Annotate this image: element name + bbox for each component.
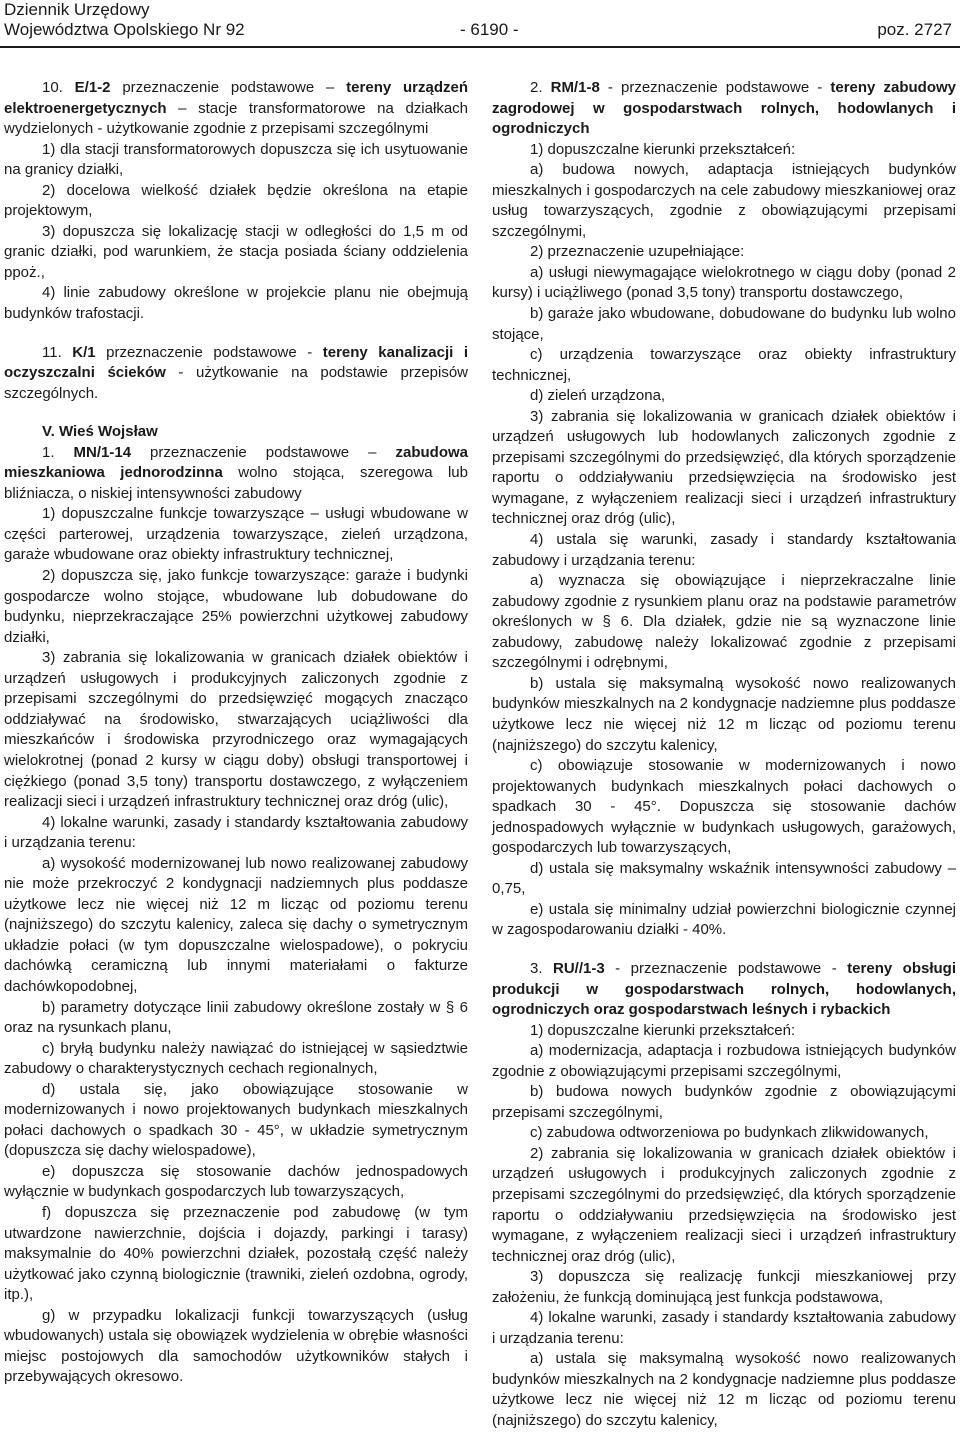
paragraph: g) w przypadku lokalizacji funkcji towarzyszących (usług wbudowanych) ustala się obowiązek wydzielenia w obrębie własności miejsc postojowych dla samochodów użytkowników stałych i przebywających okresowo. — [4, 1306, 468, 1386]
paragraph: c) urządzenia towarzyszące oraz obiekty infrastruktury technicznej, — [492, 346, 956, 384]
paragraph: a) wyznacza się obowiązujące i nieprzekraczalne linie zabudowy zgodnie z rysunkiem planu oraz na podstawie parametrów określonych w § 6. Dla działek, gdzie nie są wyznaczone linie zabudowy, zabudowę należy lokalizować zgodnie z przepisami szczególnymi i odrębnymi, — [492, 572, 956, 672]
paragraph-11-intro: 11. K/1 przeznaczenie podstawowe - tereny kanalizacji i oczyszczalni ścieków - użytkowanie na podstawie przepisów szczególnych. — [4, 343, 469, 402]
header-rule — [0, 46, 960, 48]
paragraph: c) zabudowa odtworzeniowa po budynkach zlikwidowanych, — [530, 1124, 929, 1142]
journal-title: Dziennik Urzędowy — [4, 0, 150, 19]
paragraph: f) dopuszcza się przeznaczenie pod zabudowę (w tym utwardzone nawierzchnie, dojścia i dojazdy, parkingi i tarasy) maksymalnie do 40% powierzchni działek, pozostałą część należy użytkować jako czynną biologicznie (trawniki, zieleń ozdobna, ogrody, itp.), — [4, 1203, 468, 1304]
item-number: 1. — [42, 443, 74, 461]
paragraph: 3) dopuszcza się lokalizację stacji w odległości do 1,5 m od granic działki, pod warunkiem, że stacja posiada ściany oddzielenia ppoż., — [4, 222, 468, 281]
zone-symbol: RM/1-8 — [550, 79, 600, 96]
paragraph: 2) przeznaczenie uzupełniające: — [530, 243, 745, 261]
paragraph: b) budowa nowych budynków zgodnie z obowiązującymi przepisami szczególnymi, — [492, 1083, 956, 1121]
item-number: 10. — [42, 79, 75, 96]
paragraph: a) budowa nowych, adaptacja istniejących budynków mieszkalnych i gospodarczych na cele zabudowy mieszkaniowej oraz usług towarzyszących, zgodnie z obowiązującymi przepisami szczególnymi, — [492, 161, 956, 240]
paragraph: a) wysokość modernizowanej lub nowo realizowanej zabudowy nie może przekroczyć 2 kondygnacji nadziemnych plus poddasze użytkowe lecz nie więcej niż 12 m licząc od poziomu terenu (najniższego) do szczytu kalenicy, zaleca się dachy o symetrycznym układzie połaci (w tym dopuszczalne wielospadowe), o pokryciu dachówką ceramiczną lub innymi materiałami o fakturze dachówkopodobnej, — [4, 854, 468, 995]
paragraph-3-intro: 3. RU//1-3 - przeznaczenie podstawowe - tereny obsługi produkcji w gospodarstwach rolnych, hodowlanych, ogrodniczych oraz gospodarstwach leśnych i rybackich — [492, 959, 956, 1019]
paragraph: 1) dopuszczalne kierunki przekształceń: — [530, 1021, 796, 1039]
paragraph: 4) lokalne warunki, zasady i standardy kształtowania zabudowy i urządzania terenu: — [492, 1309, 956, 1347]
paragraph: 2) docelowa wielkość działek będzie określona na etapie projektowym, — [4, 181, 468, 220]
item-number: 11. — [42, 343, 73, 361]
right-column — [492, 78, 956, 1432]
page-number: - 6190 - — [460, 20, 519, 39]
paragraph: 1) dopuszczalne kierunki przekształceń: — [530, 140, 796, 158]
zone-symbol: MN/1-14 — [73, 443, 132, 461]
paragraph: 3) zabrania się lokalizowania w granicach działek obiektów i urządzeń usługowych i produkcyjnych zaliczonych zgodnie z przepisami szczególnymi do przedsięwzięć mogących znacząco oddziaływać na środowisko, stwarzających uciążliwości dla mieszkańców i środowiska przyrodniczego oraz wymagających wielokrotnej (ponad 2 kursy w ciągu doby) obsługi transportowej i ciężkiego (ponad 3,5 tony) transportu dostawczego, z wyłączeniem realizacji sieci i urządzeń infrastruktury technicznej oraz dróg (ulic), — [4, 649, 468, 811]
zone-symbol: RU//1-3 — [553, 959, 605, 977]
zone-name: tereny zabudowy zagrodowej w gospodarstwach rolnych, hodowlanych i ogrodniczych — [492, 79, 956, 138]
left-column — [4, 78, 468, 1388]
paragraph: b) parametry dotyczące linii zabudowy określone zostały w § 6 oraz na rysunkach planu, — [4, 998, 468, 1037]
zone-name: tereny obsługi produkcji w gospodarstwach rolnych, hodowlanych, ogrodniczych oraz gospodarstwach leśnych i rybackich — [492, 959, 956, 1019]
item-number: 3. — [530, 959, 553, 977]
paragraph: a) ustala się maksymalną wysokość nowo realizowanych budynków mieszkalnych na 2 kondygnacje nadziemne plus poddasze użytkowe lecz nie więcej niż 12 m licząc od poziomu terenu (najniższego) do szczytu kalenicy, — [492, 1350, 956, 1429]
paragraph: a) modernizacja, adaptacja i rozbudowa istniejących budynków zgodnie z obowiązującymi przepisami szczególnymi, — [492, 1042, 956, 1080]
paragraph: 2) dopuszcza się, jako funkcje towarzyszące: garaże i budynki gospodarcze wolno stojące, wbudowane lub dobudowane do budynku, nieprzekraczające 25% powierzchni użytkowej zabudowy działki, — [4, 567, 468, 646]
paragraph: d) zieleń urządzona, — [530, 387, 666, 405]
paragraph: 4) linie zabudowy określone w projekcie planu nie obejmują budynków trafostacji. — [4, 284, 468, 323]
paragraph: b) ustala się maksymalną wysokość nowo realizowanych budynków mieszkalnych na 2 kondygnacje nadziemne plus poddasze użytkowe lecz nie więcej niż 12 m licząc od poziomu terenu (najniższego) do szczytu kalenicy, — [492, 674, 956, 754]
paragraph-10-intro: 10. E/1-2 przeznaczenie podstawowe – tereny urządzeń elektroenergetycznych – stacje transformatorowe na działkach wydzielonych - użytkowanie zgodnie z przepisami szczególnymi — [4, 79, 469, 138]
paragraph: 2) zabrania się lokalizowania w granicach działek obiektów i urządzeń usługowych i produkcyjnych zaliczonych zgodnie z przepisami szczególnymi do przedsięwzięć, dla których sporządzenie raportu o oddziaływaniu przedsięwzięcia na środowisko jest wymagane, z wyłączeniem realizacji sieci i urządzeń infrastruktury technicznej oraz dróg (ulic), — [492, 1144, 956, 1265]
page-header — [0, 0, 960, 48]
paragraph: d) ustala się, jako obowiązujące stosowanie w modernizowanych i nowo projektowanych budynkach mieszkalnych połaci dachowych o spadkach 30 - 45°, w układzie symetrycznym (dopuszcza się dachy wielospadowe), — [4, 1080, 468, 1160]
paragraph: c) bryłą budynku należy nawiązać do istniejącej w sąsiedztwie zabudowy o charakterystycznych cechach regionalnych, — [4, 1039, 468, 1078]
paragraph: 3) zabrania się lokalizowania w granicach działek obiektów i urządzeń usługowych lub hodowlanych zaliczonych zgodnie z przepisami szczególnymi do przedsięwzięć, dla których sporządzenie raportu o oddziaływaniu przedsięwzięcia na środowisko jest wymagane, z wyłączeniem realizacji sieci i urządzeń infrastruktury technicznej oraz dróg (ulic), — [492, 407, 956, 528]
journal-province: Województwa Opolskiego Nr 92 — [4, 20, 245, 39]
paragraph: e) ustala się minimalny udział powierzchni biologicznie czynnej w zagospodarowaniu działki - 40%. — [492, 900, 956, 939]
zone-symbol: E/1-2 — [74, 79, 111, 96]
item-number: 2. — [530, 79, 551, 96]
paragraph: 4) lokalne warunki, zasady i standardy kształtowania zabudowy i urządzania terenu: — [4, 813, 468, 852]
position-number: poz. 2727 — [877, 20, 952, 39]
paragraph-2-intro: 2. RM/1-8 - przeznaczenie podstawowe - tereny zabudowy zagrodowej w gospodarstwach rolnych, hodowlanych i ogrodniczych — [492, 79, 956, 138]
paragraph: d) ustala się maksymalny wskaźnik intensywności zabudowy – 0,75, — [492, 859, 956, 898]
paragraph: 1) dopuszczalne funkcje towarzyszące – usługi wbudowane w części parterowej, urządzenia towarzyszące, zieleń urządzona, garaże wbudowane oraz obiekty infrastruktury technicznej, — [4, 505, 468, 564]
paragraph: b) garaże jako wbudowane, dobudowane do budynku lub wolno stojące, — [492, 305, 956, 343]
zone-symbol: K/1 — [72, 343, 96, 361]
paragraph-1-intro: 1. MN/1-14 przeznaczenie podstawowe – zabudowa mieszkaniowa jednorodzinna wolno stojąca, szeregowa lub bliźniacza, o niskiej intensywności zabudowy — [4, 443, 468, 502]
paragraph: 4) ustala się warunki, zasady i standardy kształtowania zabudowy i urządzania terenu: — [492, 531, 956, 569]
paragraph: a) usługi niewymagające wielokrotnego w ciągu doby (ponad 2 kursy) i uciążliwego (ponad 3,5 tony) transportu dostawczego, — [492, 263, 956, 302]
zone-name: tereny urządzeń elektroenergetycznych — [4, 79, 469, 117]
paragraph: c) obowiązuje stosowanie w modernizowanych i nowo projektowanych budynkach mieszkalnych połaci dachowych o spadkach 30 - 45°. Dopuszcza się stosowanie dachów jednospadowych wyłącznie w budynkach usługowych, garażowych, gospodarczych lub towarzyszących, — [492, 757, 956, 857]
paragraph: 3) dopuszcza się realizację funkcji mieszkaniowej przy założeniu, że funkcją dominującą jest funkcja podstawowa, — [492, 1268, 956, 1306]
zone-name: zabudowa mieszkaniowa jednorodzinna — [4, 443, 468, 482]
section-heading: V. Wieś Wojsław — [42, 423, 158, 441]
zone-name: tereny kanalizacji i oczyszczalni ścieków — [4, 343, 469, 382]
paragraph: 1) dla stacji transformatorowych dopuszcza się ich usytuowanie na granicy działki, — [4, 140, 468, 179]
paragraph: e) dopuszcza się stosowanie dachów jednospadowych wyłącznie w budynkach gospodarczych lub towarzyszących, — [4, 1162, 468, 1201]
